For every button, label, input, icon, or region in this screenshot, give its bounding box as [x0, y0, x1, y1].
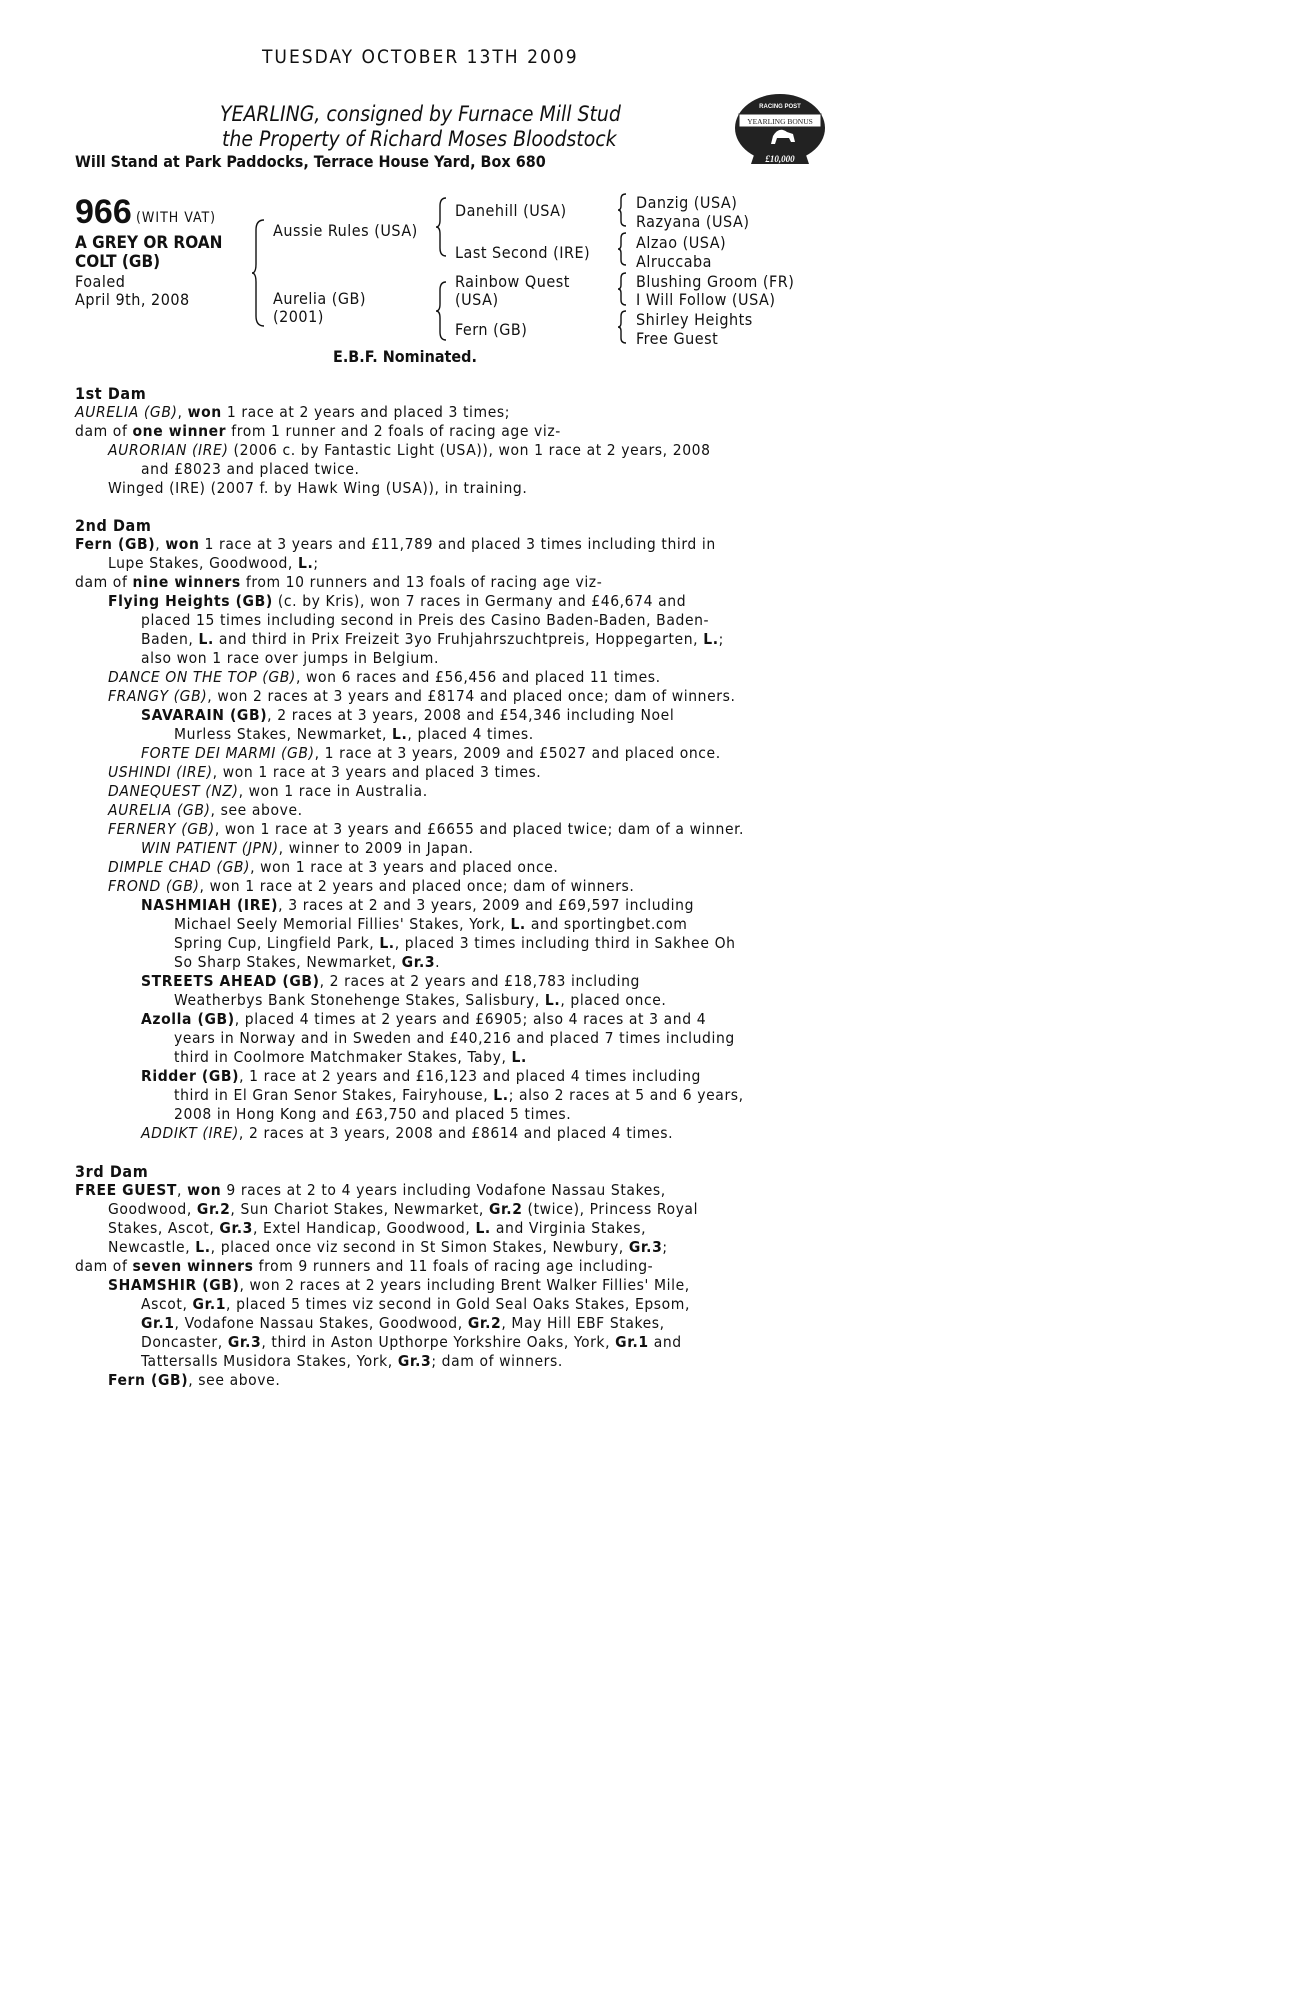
- gg-7: Shirley Heights: [636, 310, 753, 329]
- second-dam-line: FRANGY (GB), won 2 races at 3 years and £8174 and placed once; dam of winners.: [108, 687, 736, 705]
- gg-4: Alruccaba: [636, 252, 712, 271]
- second-dam-line: WIN PATIENT (JPN), winner to 2009 in Japan.: [141, 839, 474, 857]
- second-dam-line: Lupe Stakes, Goodwood, L.;: [108, 554, 319, 572]
- second-dam-line: years in Norway and in Sweden and £40,216 and placed 7 times including: [174, 1029, 735, 1047]
- second-dam-line: Flying Heights (GB) (c. by Kris), won 7 races in Germany and £46,674 and: [108, 592, 687, 610]
- second-dam-line: third in El Gran Senor Stakes, Fairyhouse, L.; also 2 races at 5 and 6 years,: [174, 1086, 744, 1104]
- first-dam-line: Winged (IRE) (2007 f. by Hawk Wing (USA)), in training.: [108, 479, 528, 497]
- badge-top-text: RACING POST: [759, 104, 801, 110]
- second-dam-line: Ridder (GB), 1 race at 2 years and £16,123 and placed 4 times including: [141, 1067, 701, 1085]
- third-dam-line: Fern (GB), see above.: [108, 1371, 281, 1389]
- third-dam-line: Gr.1, Vodafone Nassau Stakes, Goodwood, Gr.2, May Hill EBF Stakes,: [141, 1314, 665, 1332]
- second-dam-line: Fern (GB), won 1 race at 3 years and £11,789 and placed 3 times including third in: [75, 535, 716, 553]
- second-dam-line: SAVARAIN (GB), 2 races at 3 years, 2008 and £54,346 including Noel: [141, 706, 675, 724]
- sire-line-brace: [436, 196, 448, 258]
- third-dam-heading: 3rd Dam: [75, 1162, 149, 1181]
- vat-note: (WITH VAT): [136, 210, 217, 226]
- second-dam-line: also won 1 race over jumps in Belgium.: [141, 649, 440, 667]
- ebf-note: E.B.F. Nominated.: [333, 347, 477, 366]
- second-dam-line: 2008 in Hong Kong and £63,750 and placed 5 times.: [174, 1105, 572, 1123]
- sire: Aussie Rules (USA): [273, 221, 418, 240]
- gg-1: Danzig (USA): [636, 193, 738, 212]
- second-dam-line: DANCE ON THE TOP (GB), won 6 races and £56,456 and placed 11 times.: [108, 668, 661, 686]
- second-dam-line: Baden, L. and third in Prix Freizeit 3yo Fruhjahrszuchtpreis, Hoppegarten, L.;: [141, 630, 724, 648]
- gg-5: Blushing Groom (FR): [636, 272, 795, 291]
- brace-4: [618, 309, 628, 345]
- second-dam-line: ADDIKT (IRE), 2 races at 3 years, 2008 and £8614 and placed 4 times.: [141, 1124, 674, 1142]
- second-dam-line: DIMPLE CHAD (GB), won 1 race at 3 years and placed once.: [108, 858, 559, 876]
- gg-6: I Will Follow (USA): [636, 290, 776, 309]
- second-dam-line: So Sharp Stakes, Newmarket, Gr.3.: [174, 953, 441, 971]
- second-dam-heading: 2nd Dam: [75, 516, 152, 535]
- sire-dam: Last Second (IRE): [455, 243, 591, 262]
- second-dam-line: Spring Cup, Lingfield Park, L., placed 3 times including third in Sakhee Oh: [174, 934, 736, 952]
- second-dam-line: DANEQUEST (NZ), won 1 race in Australia.: [108, 782, 428, 800]
- gg-3: Alzao (USA): [636, 233, 727, 252]
- third-dam-line: Goodwood, Gr.2, Sun Chariot Stakes, Newmarket, Gr.2 (twice), Princess Royal: [108, 1200, 699, 1218]
- location-line: Will Stand at Park Paddocks, Terrace House Yard, Box 680: [75, 152, 546, 171]
- third-dam-line: SHAMSHIR (GB), won 2 races at 2 years including Brent Walker Fillies' Mile,: [108, 1276, 690, 1294]
- dam-sire-1: Rainbow Quest: [455, 272, 570, 291]
- third-dam-line: FREE GUEST, won 9 races at 2 to 4 years including Vodafone Nassau Stakes,: [75, 1181, 666, 1199]
- foaled-label: Foaled: [75, 272, 126, 291]
- second-dam-line: third in Coolmore Matchmaker Stakes, Taby, L.: [174, 1048, 527, 1066]
- gg-8: Free Guest: [636, 329, 719, 348]
- sire-sire: Danehill (USA): [455, 201, 567, 220]
- dam-dam: Fern (GB): [455, 320, 528, 339]
- first-dam-heading: 1st Dam: [75, 384, 147, 403]
- second-dam-line: FERNERY (GB), won 1 race at 3 years and £6655 and placed twice; dam of a winner.: [108, 820, 745, 838]
- second-dam-line: FROND (GB), won 1 race at 2 years and placed once; dam of winners.: [108, 877, 635, 895]
- second-dam-line: FORTE DEI MARMI (GB), 1 race at 3 years, 2009 and £5027 and placed once.: [141, 744, 721, 762]
- brace-1: [618, 192, 628, 228]
- colt-description-1: A GREY OR ROAN: [75, 233, 223, 253]
- brace-2: [618, 231, 628, 267]
- foaled-date: April 9th, 2008: [75, 290, 190, 309]
- colt-description-2: COLT (GB): [75, 252, 161, 272]
- badge-bonus-text: £10,000: [765, 154, 795, 164]
- first-dam-line: dam of one winner from 1 runner and 2 foals of racing age viz-: [75, 422, 561, 440]
- brace-3: [618, 271, 628, 307]
- second-dam-line: placed 15 times including second in Preis des Casino Baden-Baden, Baden-: [141, 611, 710, 629]
- second-dam-line: STREETS AHEAD (GB), 2 races at 2 years and £18,783 including: [141, 972, 640, 990]
- dam-line-brace: [436, 280, 448, 342]
- third-dam-line: Tattersalls Musidora Stakes, York, Gr.3; dam of winners.: [141, 1352, 563, 1370]
- dam: Aurelia (GB): [273, 289, 367, 308]
- second-dam-line: NASHMIAH (IRE), 3 races at 2 and 3 years, 2009 and £69,597 including: [141, 896, 695, 914]
- second-dam-line: USHINDI (IRE), won 1 race at 3 years and placed 3 times.: [108, 763, 542, 781]
- consignor-line: YEARLING, consigned by Furnace Mill Stud: [220, 102, 621, 126]
- lot-number: 966: [75, 193, 132, 231]
- first-dam-line: AURORIAN (IRE) (2006 c. by Fantastic Light (USA)), won 1 race at 2 years, 2008: [108, 441, 711, 459]
- third-dam-line: Doncaster, Gr.3, third in Aston Upthorpe Yorkshire Oaks, York, Gr.1 and: [141, 1333, 682, 1351]
- second-dam-line: dam of nine winners from 10 runners and 13 foals of racing age viz-: [75, 573, 603, 591]
- second-dam-line: Michael Seely Memorial Fillies' Stakes, York, L. and sportingbet.com: [174, 915, 688, 933]
- third-dam-line: Newcastle, L., placed once viz second in St Simon Stakes, Newbury, Gr.3;: [108, 1238, 668, 1256]
- second-dam-line: Murless Stakes, Newmarket, L., placed 4 times.: [174, 725, 534, 743]
- property-line: the Property of Richard Moses Bloodstock: [222, 127, 617, 151]
- dam-sire-2: (USA): [455, 290, 499, 309]
- dam-year: (2001): [273, 307, 324, 326]
- third-dam-line: Stakes, Ascot, Gr.3, Extel Handicap, Goodwood, L. and Virginia Stakes,: [108, 1219, 647, 1237]
- second-dam-line: Weatherbys Bank Stonehenge Stakes, Salisbury, L., placed once.: [174, 991, 667, 1009]
- badge-middle-text: YEARLING BONUS: [747, 117, 813, 126]
- sire-dam-brace: [252, 218, 266, 328]
- first-dam-line: and £8023 and placed twice.: [141, 460, 360, 478]
- first-dam-line: AURELIA (GB), won 1 race at 2 years and placed 3 times;: [75, 403, 511, 421]
- second-dam-line: AURELIA (GB), see above.: [108, 801, 303, 819]
- yearling-bonus-badge: [733, 92, 827, 168]
- third-dam-line: Ascot, Gr.1, placed 5 times viz second in Gold Seal Oaks Stakes, Epsom,: [141, 1295, 691, 1313]
- gg-2: Razyana (USA): [636, 212, 750, 231]
- third-dam-line: dam of seven winners from 9 runners and 11 foals of racing age including-: [75, 1257, 654, 1275]
- second-dam-line: Azolla (GB), placed 4 times at 2 years and £6905; also 4 races at 3 and 4: [141, 1010, 707, 1028]
